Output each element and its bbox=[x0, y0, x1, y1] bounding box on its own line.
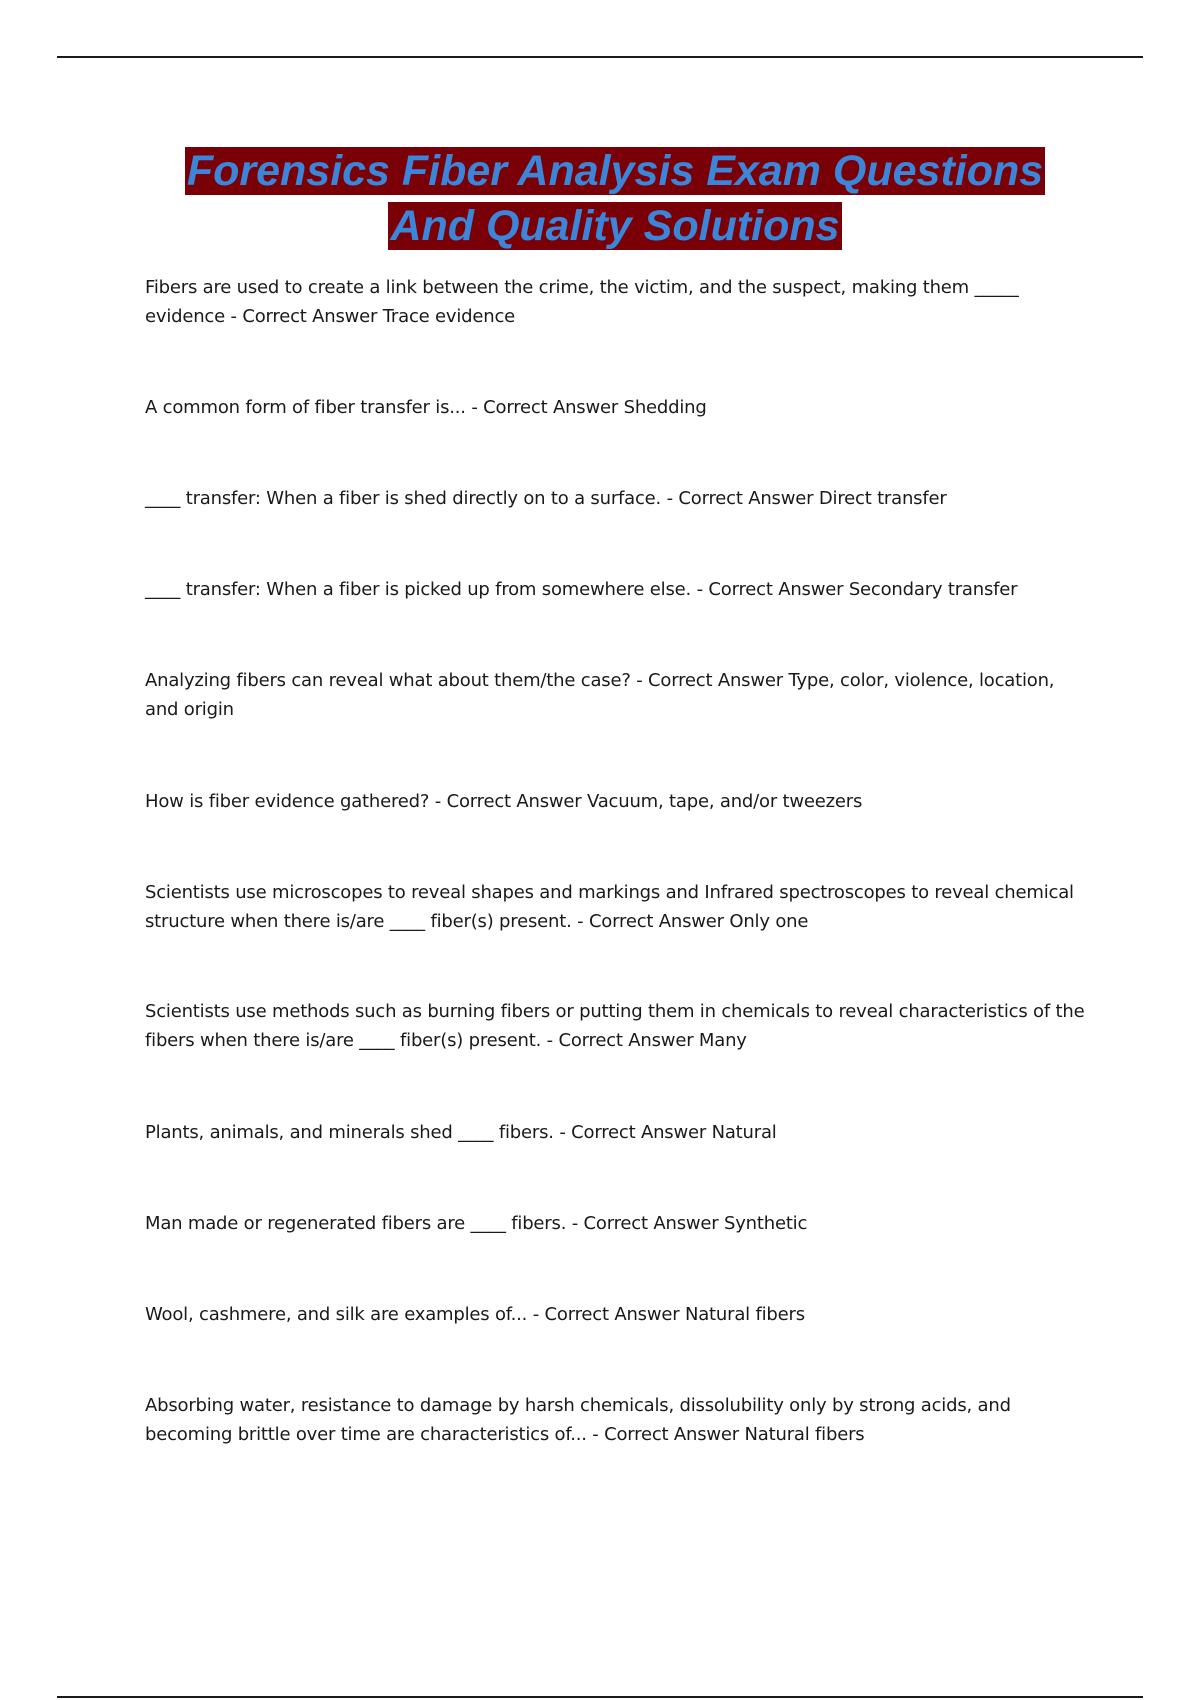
qa-list bbox=[145, 273, 1085, 1451]
qa-item: ____ transfer: When a fiber is picked up from somewhere else. - Correct Answer Secondary transfer bbox=[145, 579, 1018, 600]
qa-item: Absorbing water, resistance to damage by harsh chemicals, dissolubility only by strong acids, and becoming brittle over time are characteristics of... - Correct Answer Natural fibers bbox=[145, 1395, 1011, 1445]
qa-item: How is fiber evidence gathered? - Correct Answer Vacuum, tape, and/or tweezers bbox=[145, 791, 863, 812]
title-line-2: And Quality Solutions bbox=[390, 202, 840, 250]
document-title bbox=[60, 144, 1170, 254]
top-rule bbox=[57, 56, 1143, 58]
qa-item: ____ transfer: When a fiber is shed directly on to a surface. - Correct Answer Direct transfer bbox=[145, 488, 947, 509]
title-line-1: Forensics Fiber Analysis Exam Questions bbox=[186, 147, 1044, 195]
qa-item: A common form of fiber transfer is... - Correct Answer Shedding bbox=[145, 397, 707, 418]
qa-item: Wool, cashmere, and silk are examples of... - Correct Answer Natural fibers bbox=[145, 1304, 805, 1325]
qa-item: Man made or regenerated fibers are ____ fibers. - Correct Answer Synthetic bbox=[145, 1213, 808, 1234]
qa-item: Scientists use methods such as burning fibers or putting them in chemicals to reveal characteristics of the fibers when there is/are ____ fiber(s) present. - Correct Answer Many bbox=[145, 1001, 1085, 1051]
qa-item: Fibers are used to create a link between the crime, the victim, and the suspect, making them _____ evidence - Correct Answer Trace evidence bbox=[145, 277, 1019, 327]
bottom-rule bbox=[57, 1696, 1143, 1698]
qa-item: Scientists use microscopes to reveal shapes and markings and Infrared spectroscopes to reveal chemical structure when there is/are ____ fiber(s) present. - Correct Answer Only one bbox=[145, 882, 1074, 932]
qa-item: Analyzing fibers can reveal what about them/the case? - Correct Answer Type, color, violence, location, and origin bbox=[145, 670, 1055, 720]
qa-item: Plants, animals, and minerals shed ____ fibers. - Correct Answer Natural bbox=[145, 1122, 777, 1143]
